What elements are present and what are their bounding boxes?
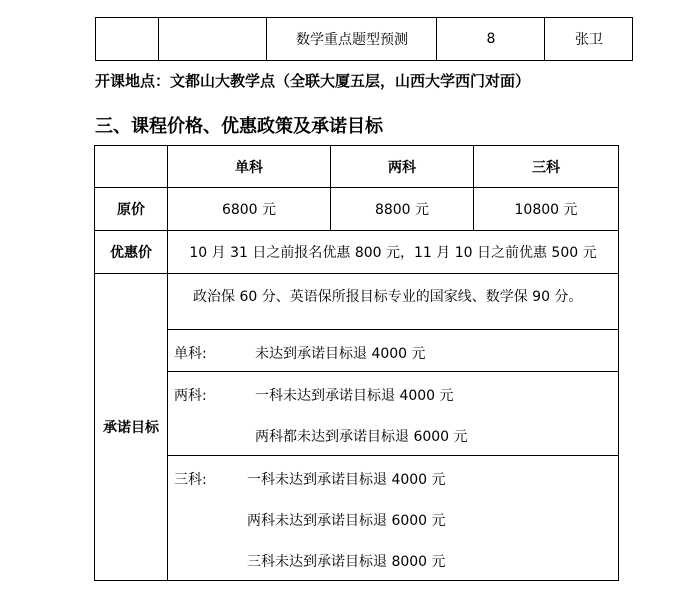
- pricing-table: [94, 145, 619, 581]
- header-single: 单科: [235, 159, 263, 176]
- table-divider: [167, 371, 618, 372]
- table-cell: [158, 18, 267, 60]
- single-subject-refund: 未达到承诺目标退 4000 元: [255, 346, 426, 362]
- teacher-cell: 张卫: [544, 18, 633, 60]
- header-double: 两科: [388, 159, 416, 176]
- triple-subject-refund-one: 一科未达到承诺目标退 4000 元: [247, 472, 446, 488]
- discount-text: 10 月 31 日之前报名优惠 800 元，11 月 10 日之前优惠 500 元: [189, 245, 597, 261]
- promise-intro: 政治保 60 分、英语保所报目标专业的国家线、数学保 90 分。: [193, 289, 583, 305]
- triple-subject-refund-three: 三科未达到承诺目标退 8000 元: [247, 554, 446, 570]
- triple-subject-label: 三科:: [174, 472, 207, 488]
- class-location: 开课地点：文都山大教学点（全联大厦五层，山西大学西门对面）: [95, 72, 531, 90]
- price-double: 8800 元: [374, 202, 430, 218]
- table-divider: [95, 273, 618, 274]
- original-price-label: 原价: [117, 202, 145, 218]
- section-title: 三、课程价格、优惠政策及承诺目标: [95, 116, 383, 137]
- session-count-cell: 8: [436, 18, 545, 60]
- table-divider: [167, 455, 618, 456]
- price-single: 6800 元: [221, 202, 277, 218]
- promise-label: 承诺目标: [103, 420, 159, 436]
- triple-subject-refund-two: 两科未达到承诺目标退 6000 元: [247, 513, 446, 529]
- previous-table-row: [95, 17, 633, 61]
- discount-label: 优惠价: [110, 245, 152, 261]
- course-name-cell: 数学重点题型预测: [266, 18, 437, 60]
- header-triple: 三科: [532, 159, 560, 176]
- double-subject-refund-both: 两科都未达到承诺目标退 6000 元: [255, 429, 468, 445]
- single-subject-label: 单科:: [174, 346, 207, 362]
- table-divider: [167, 329, 618, 330]
- price-triple: 10800 元: [514, 202, 578, 218]
- double-subject-refund-one: 一科未达到承诺目标退 4000 元: [255, 388, 454, 404]
- double-subject-label: 两科:: [174, 388, 207, 404]
- table-cell: [96, 18, 158, 60]
